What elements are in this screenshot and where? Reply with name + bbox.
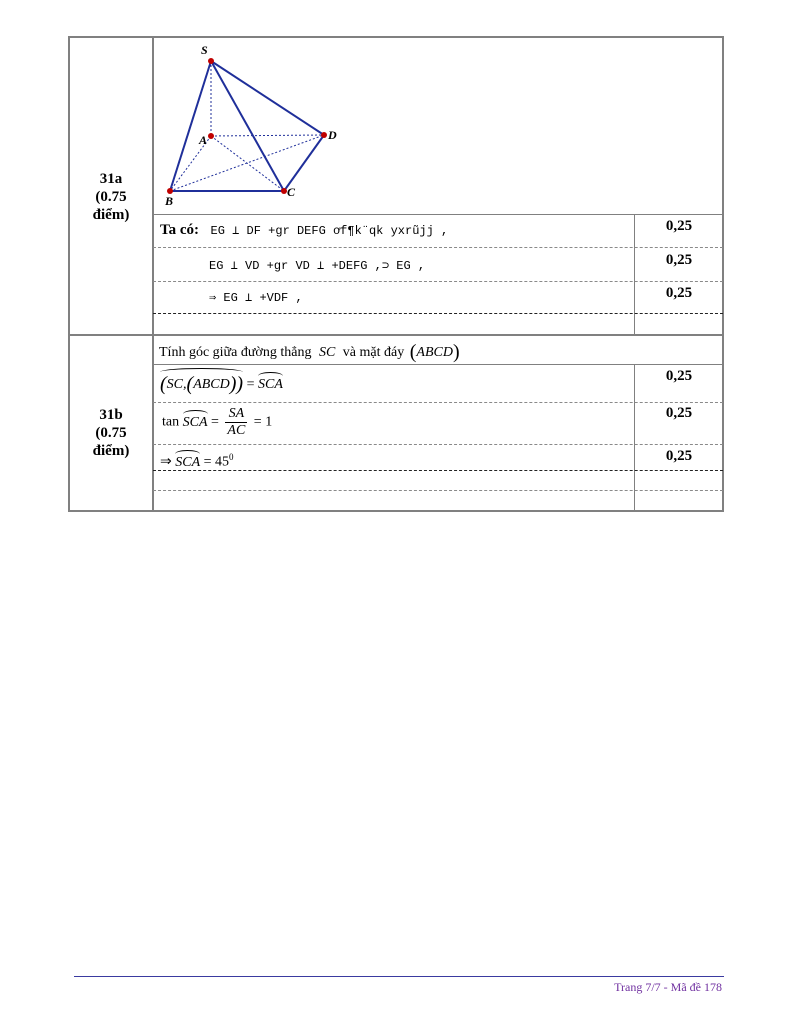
solution-line-3: ⇒ EG ⊥ +VDF , (209, 291, 303, 305)
row-divider (153, 490, 723, 491)
angle-sca: SCA (257, 377, 283, 392)
angle-value: = 45 (203, 454, 230, 470)
line-sc-ref: SC, (166, 377, 187, 392)
row-divider (153, 444, 723, 445)
label-c: C (287, 185, 296, 199)
question-statement: Tính góc giữa đường thẳng SC và mặt đáy (ABCD) (159, 341, 460, 363)
fraction-sa-ac (225, 406, 247, 439)
row-divider (153, 313, 723, 314)
angle-sca-final: SCA (175, 454, 201, 470)
vertex-s (208, 58, 214, 64)
fraction-numerator: SA (225, 406, 247, 423)
question-points: (0.75 (95, 189, 127, 205)
solution-line-2: EG ⊥ VD +gr VD ⊥ +DEFG ,⊃ EG , (209, 259, 426, 273)
footer-rule (74, 976, 724, 977)
score-column-divider-31a (634, 214, 635, 334)
degree-mark: 0 (229, 452, 234, 462)
score-31b-1: 0,25 (665, 368, 693, 384)
score-31b-3: 0,25 (665, 448, 693, 464)
question-label-31a (69, 170, 153, 224)
score-31a-1: 0,25 (665, 218, 693, 234)
score-column-divider-31b (634, 364, 635, 511)
section-divider (69, 334, 723, 336)
question-number: 31a (99, 171, 123, 187)
solution-tangent: tan SCA = $\frac{SA}{AC}$ = 1 (162, 406, 273, 438)
score-31a-3: 0,25 (665, 285, 693, 301)
angle-sca-tan: SCA (182, 414, 208, 430)
solution-angle-value (160, 452, 234, 471)
formula-text: EG ⊥ DF +gr DEFG ơf¶k¨qk yxrũjj , (210, 224, 449, 238)
line-sc: SC (318, 345, 336, 360)
statement-and: và mặt đáy (342, 345, 405, 360)
vertex-d (321, 132, 327, 138)
vertex-a (208, 133, 214, 139)
label-a: A (199, 133, 208, 147)
tangent-result: = 1 (253, 414, 273, 430)
solution-angle-definition: (SC,(ABCD)) = SCA (160, 373, 283, 395)
page-footer: Trang 7/7 - Mã đề 178 (614, 980, 722, 994)
question-number: 31b (99, 407, 123, 423)
row-divider (153, 247, 723, 248)
label-b: B (165, 194, 174, 208)
implies-arrow: ⇒ (160, 454, 172, 470)
question-points: (0.75 (95, 425, 127, 441)
question-points-unit: điểm) (92, 443, 130, 459)
tan-function: tan (162, 414, 180, 430)
plane-abcd-ref: ABCD (193, 377, 230, 392)
score-31b-2: 0,25 (665, 405, 693, 421)
row-divider (153, 402, 723, 403)
row-divider (153, 281, 723, 282)
fraction-denominator: AC (227, 423, 246, 438)
pyramid-figure (155, 40, 355, 212)
statement-text: Tính góc giữa đường thẳng (159, 345, 312, 360)
question-label-31b (69, 406, 153, 460)
score-31a-2: 0,25 (665, 252, 693, 268)
question-points-unit: điểm) (92, 207, 130, 223)
label-d: D (328, 128, 337, 142)
solution-line-1 (160, 222, 448, 239)
row-divider (153, 470, 723, 471)
label-s: S (201, 43, 208, 57)
plane-abcd: ABCD (416, 345, 453, 360)
figure-row-divider (153, 214, 723, 215)
row-divider (153, 364, 723, 365)
intro-text: Ta có: (160, 222, 200, 238)
